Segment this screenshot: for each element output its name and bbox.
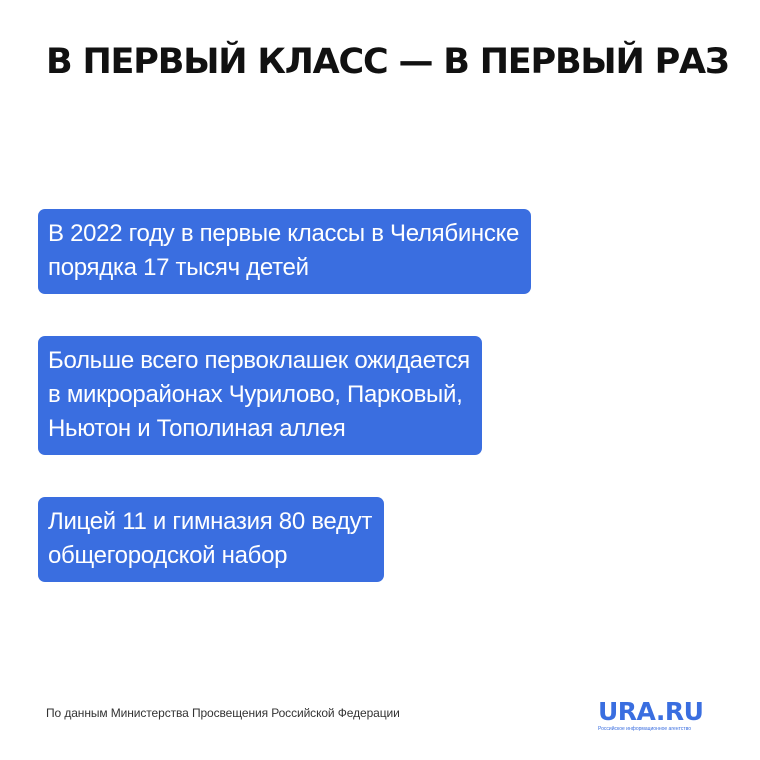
fact-card: [38, 209, 531, 294]
fact-line: Больше всего первоклашек ожидается: [48, 347, 470, 374]
logo-tagline: Российское информационное агентство: [598, 726, 691, 732]
logo-wordmark: URA.RU: [598, 697, 704, 726]
fact-line: Лицей 11 и гимназия 80 ведут: [48, 508, 373, 535]
fact-card: [38, 497, 384, 582]
fact-line: в микрорайонах Чурилово, Парковый,: [48, 381, 463, 408]
fact-line: Ньютон и Тополиная аллея: [48, 415, 346, 442]
headline: В ПЕРВЫЙ КЛАСС — В ПЕРВЫЙ РАЗ: [46, 42, 729, 82]
source-note: По данным Министерства Просвещения Российской Федерации: [46, 706, 400, 720]
ura-ru-logo: [598, 698, 718, 733]
facts-list: [38, 209, 531, 624]
fact-line: В 2022 году в первые классы в Челябинске: [48, 220, 520, 247]
fact-card: [38, 336, 482, 455]
fact-line: общегородской набор: [48, 542, 288, 569]
fact-line: порядка 17 тысяч детей: [48, 254, 309, 281]
